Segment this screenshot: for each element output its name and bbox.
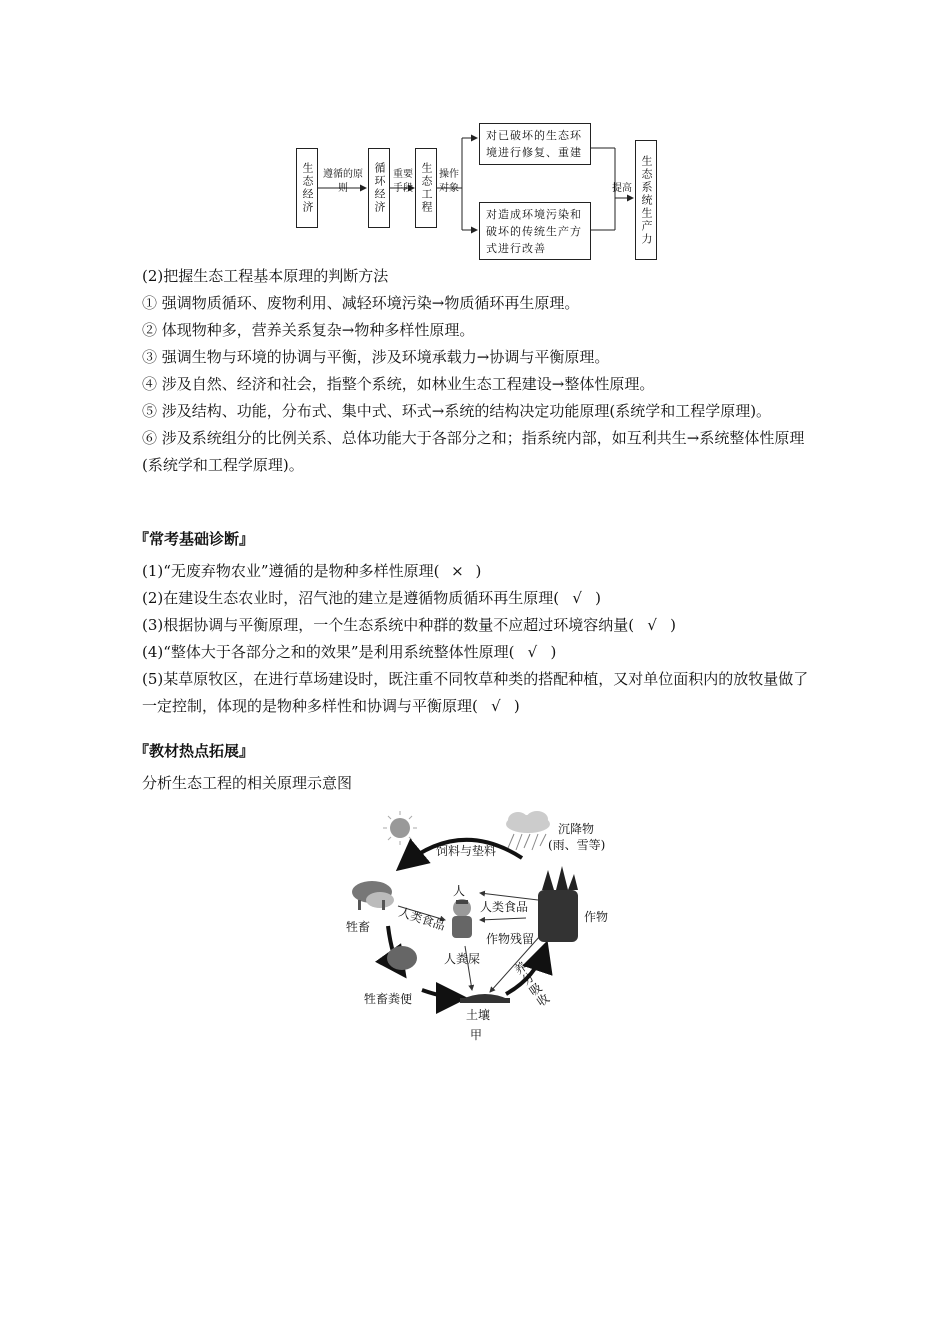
farmer-icon bbox=[452, 899, 472, 938]
method-item: ③ 强调生物与环境的协调与平衡，涉及环境承载力→协调与平衡原理。 bbox=[142, 348, 610, 366]
box-circular-economy: 循环经济 bbox=[368, 148, 390, 228]
label-operation-object: 操作对象 bbox=[439, 169, 459, 194]
diagnosis-item: (4)“整体大于各部分之和的效果”是利用系统整体性原理( √ ) bbox=[142, 639, 814, 666]
answer-mark: √ bbox=[572, 589, 582, 607]
label-follow-principle: 遵循的原则 bbox=[323, 169, 363, 194]
livestock-icon bbox=[352, 881, 394, 910]
diagnosis-list bbox=[142, 558, 814, 720]
method-heading: (2)把握生态工程基本原理的判断方法 bbox=[142, 267, 389, 285]
label-livestock: 牲畜 bbox=[346, 920, 371, 934]
label-crops: 作物 bbox=[584, 910, 609, 924]
method-item: ① 强调物质循环、废物利用、减轻环境污染→物质循环再生原理。 bbox=[142, 294, 580, 312]
label-nutrient-uptake: 养分吸收 bbox=[511, 959, 553, 1010]
label-precipitation: 沉降物 bbox=[558, 822, 595, 836]
answer-mark: × bbox=[451, 562, 464, 580]
section-extension-title: 『教材热点拓展』 bbox=[134, 742, 255, 760]
diagnosis-item: (3)根据协调与平衡原理，一个生态系统中种群的数量不应超过环境容纳量( √ ) bbox=[142, 612, 814, 639]
principle-flowchart bbox=[290, 118, 670, 263]
label-livestock-manure: 牲畜粪便 bbox=[364, 992, 413, 1006]
label-human-feces: 人粪屎 bbox=[444, 952, 481, 966]
label-human-food-left: 人类食品 bbox=[397, 904, 448, 934]
label-important-means: 重要手段 bbox=[393, 169, 413, 194]
diagnosis-item: (5)某草原牧区，在进行草场建设时，既注重不同牧草种类的搭配种植，又对单位面积内的放牧量做了一定控制，体现的是物种多样性和协调与平衡原理( √ ) bbox=[142, 666, 814, 720]
label-raise: 提高 bbox=[612, 183, 632, 194]
answer-mark: √ bbox=[527, 643, 538, 661]
label-human: 人 bbox=[453, 884, 466, 898]
label-precipitation-note: (雨、雪等) bbox=[548, 838, 606, 852]
diagram-caption: 甲 bbox=[470, 1028, 483, 1042]
rain-cloud-icon bbox=[506, 811, 550, 850]
box-eco-economy: 生态经济 bbox=[296, 148, 318, 228]
diagnosis-item: (2)在建设生态农业时，沼气池的建立是遵循物质循环再生原理( √ ) bbox=[142, 585, 814, 612]
box-improve-production: 对造成环境污染和破坏的传统生产方式进行改善 bbox=[479, 202, 591, 260]
diagnosis-item: (1)“无废弃物农业”遵循的是物种多样性原理( × ) bbox=[142, 558, 814, 585]
label-feed-bedding: 饲料与垫料 bbox=[436, 844, 497, 858]
box-repair-rebuild: 对已破坏的生态环境进行修复、重建 bbox=[479, 123, 591, 165]
method-item: ④ 涉及自然、经济和社会，指整个系统，如林业生态工程建设→整体性原理。 bbox=[142, 375, 655, 393]
method-item: ⑥ 涉及系统组分的比例关系、总体功能大于各部分之和；指系统内部，如互利共生→系统整体性原理(系统学和工程学原理)。 bbox=[142, 429, 805, 474]
box-eco-engineering: 生态工程 bbox=[415, 148, 437, 228]
sun-icon bbox=[383, 811, 417, 845]
box-eco-productivity: 生态系统生产力 bbox=[635, 140, 657, 260]
method-item: ② 体现物种多，营养关系复杂→物种多样性原理。 bbox=[142, 321, 475, 339]
label-crop-residue: 作物残留 bbox=[486, 932, 535, 946]
manure-icon bbox=[387, 946, 417, 970]
extension-intro: 分析生态工程的相关原理示意图 bbox=[142, 774, 353, 792]
soil-icon bbox=[460, 994, 510, 1003]
crops-icon bbox=[538, 866, 578, 942]
eco-cycle-diagram bbox=[330, 808, 630, 1048]
method-item: ⑤ 涉及结构、功能，分布式、集中式、环式→系统的结构决定功能原理(系统学和工程学原理)。 bbox=[142, 402, 772, 420]
label-soil: 土壤 bbox=[466, 1008, 491, 1022]
answer-mark: √ bbox=[647, 616, 657, 634]
judgment-methods bbox=[142, 263, 814, 479]
section-diagnosis-title: 『常考基础诊断』 bbox=[134, 530, 255, 548]
answer-mark: √ bbox=[491, 697, 501, 715]
label-human-food-right: 人类食品 bbox=[480, 900, 529, 914]
